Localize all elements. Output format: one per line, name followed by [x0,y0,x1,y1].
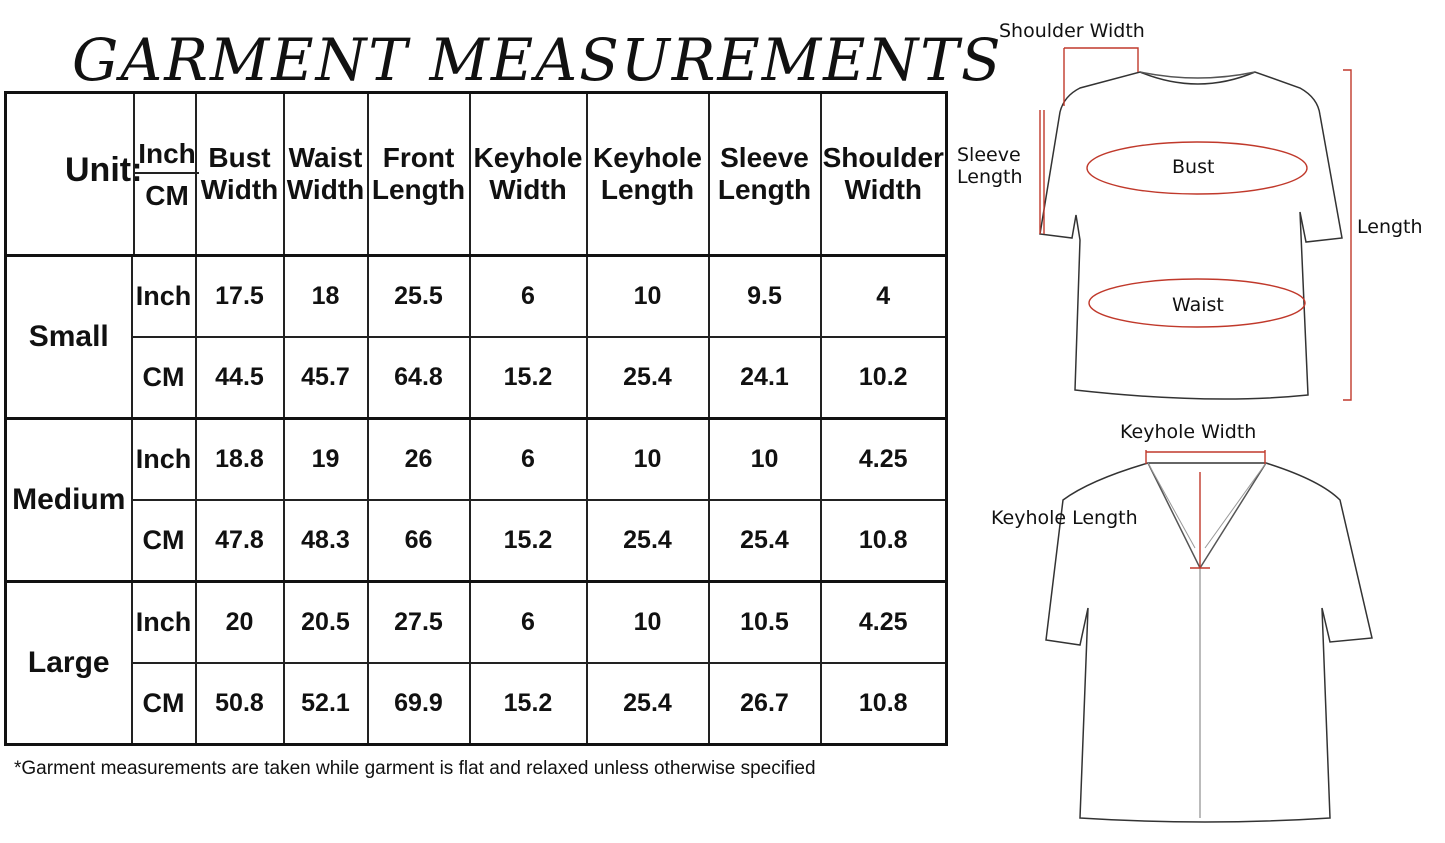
cell-value: 18 [284,256,368,337]
cell-value: 6 [470,419,587,500]
cell-value: 15.2 [470,337,587,419]
cell-value: 25.4 [587,500,709,582]
cell-value: 4 [821,256,947,337]
cell-value: 25.5 [368,256,470,337]
size-label-large: Large [6,582,132,745]
length-marker [1343,70,1351,400]
size-label-medium: Medium [6,419,132,582]
page-title: GARMENT MEASUREMENTS [72,26,1003,94]
cell-value: 69.9 [368,663,470,745]
unit-cm-header: CM [145,180,189,211]
column-header-sleeve-length: Sleeve Length [709,93,821,256]
front-measure-lines [1040,48,1351,400]
column-header-keyhole-length: Keyhole Length [587,93,709,256]
keyhole-width-marker [1146,450,1265,464]
label-keyhole-width: Keyhole Width [1120,421,1257,443]
column-header-shoulder-width: Shoulder Width [821,93,947,256]
cell-value: 48.3 [284,500,368,582]
cell-value: 10 [587,256,709,337]
cell-value: 4.25 [821,419,947,500]
cell-value: 15.2 [470,663,587,745]
label-length: Length [1357,216,1423,238]
cell-value: 10 [587,582,709,663]
cell-value: 64.8 [368,337,470,419]
cell-value: 24.1 [709,337,821,419]
cell-value: 10.5 [709,582,821,663]
column-header-bust-width: Bust Width [196,93,284,256]
cell-value: 25.4 [587,663,709,745]
label-shoulder-width: Shoulder Width [999,20,1145,42]
cell-value: 19 [284,419,368,500]
cell-value: 52.1 [284,663,368,745]
column-header-front-length: Front Length [368,93,470,256]
column-header-waist-width: Waist Width [284,93,368,256]
cell-value: 6 [470,582,587,663]
unit-cm: CM [132,500,196,582]
cell-value: 50.8 [196,663,284,745]
cell-value: 6 [470,256,587,337]
back-measure-lines [1146,450,1265,568]
cell-value: 10 [709,419,821,500]
cell-value: 25.4 [709,500,821,582]
size-label-small: Small [6,256,132,419]
cell-value: 10.8 [821,663,947,745]
label-bust: Bust [1172,156,1215,178]
unit-inch: Inch [132,256,196,337]
label-sleeve-length-2: Length [957,166,1023,188]
cell-value: 26 [368,419,470,500]
cell-value: 44.5 [196,337,284,419]
unit-cm: CM [132,663,196,745]
unit-inch: Inch [132,419,196,500]
cell-value: 10 [587,419,709,500]
cell-value: 9.5 [709,256,821,337]
cell-value: 26.7 [709,663,821,745]
cell-value: 45.7 [284,337,368,419]
footnote: *Garment measurements are taken while garment is flat and relaxed unless otherwise specified [14,758,816,779]
cell-value: 20 [196,582,284,663]
unit-inch-header: Inch [138,138,196,169]
cell-value: 25.4 [587,337,709,419]
cell-value: 27.5 [368,582,470,663]
label-keyhole-length: Keyhole Length [991,507,1138,529]
unit-inch: Inch [132,582,196,663]
cell-value: 10.2 [821,337,947,419]
cell-value: 15.2 [470,500,587,582]
cell-value: 17.5 [196,256,284,337]
cell-value: 4.25 [821,582,947,663]
cell-value: 10.8 [821,500,947,582]
cell-value: 66 [368,500,470,582]
label-sleeve-length-1: Sleeve [957,144,1021,166]
unit-label: Unit: [65,151,143,189]
unit-cm: CM [132,337,196,419]
shoulder-width-marker [1064,48,1138,106]
column-header-keyhole-width: Keyhole Width [470,93,587,256]
sleeve-length-marker [1040,110,1044,234]
cell-value: 20.5 [284,582,368,663]
cell-value: 18.8 [196,419,284,500]
cell-value: 47.8 [196,500,284,582]
label-waist: Waist [1172,294,1224,316]
front-garment-outline [1040,72,1342,399]
